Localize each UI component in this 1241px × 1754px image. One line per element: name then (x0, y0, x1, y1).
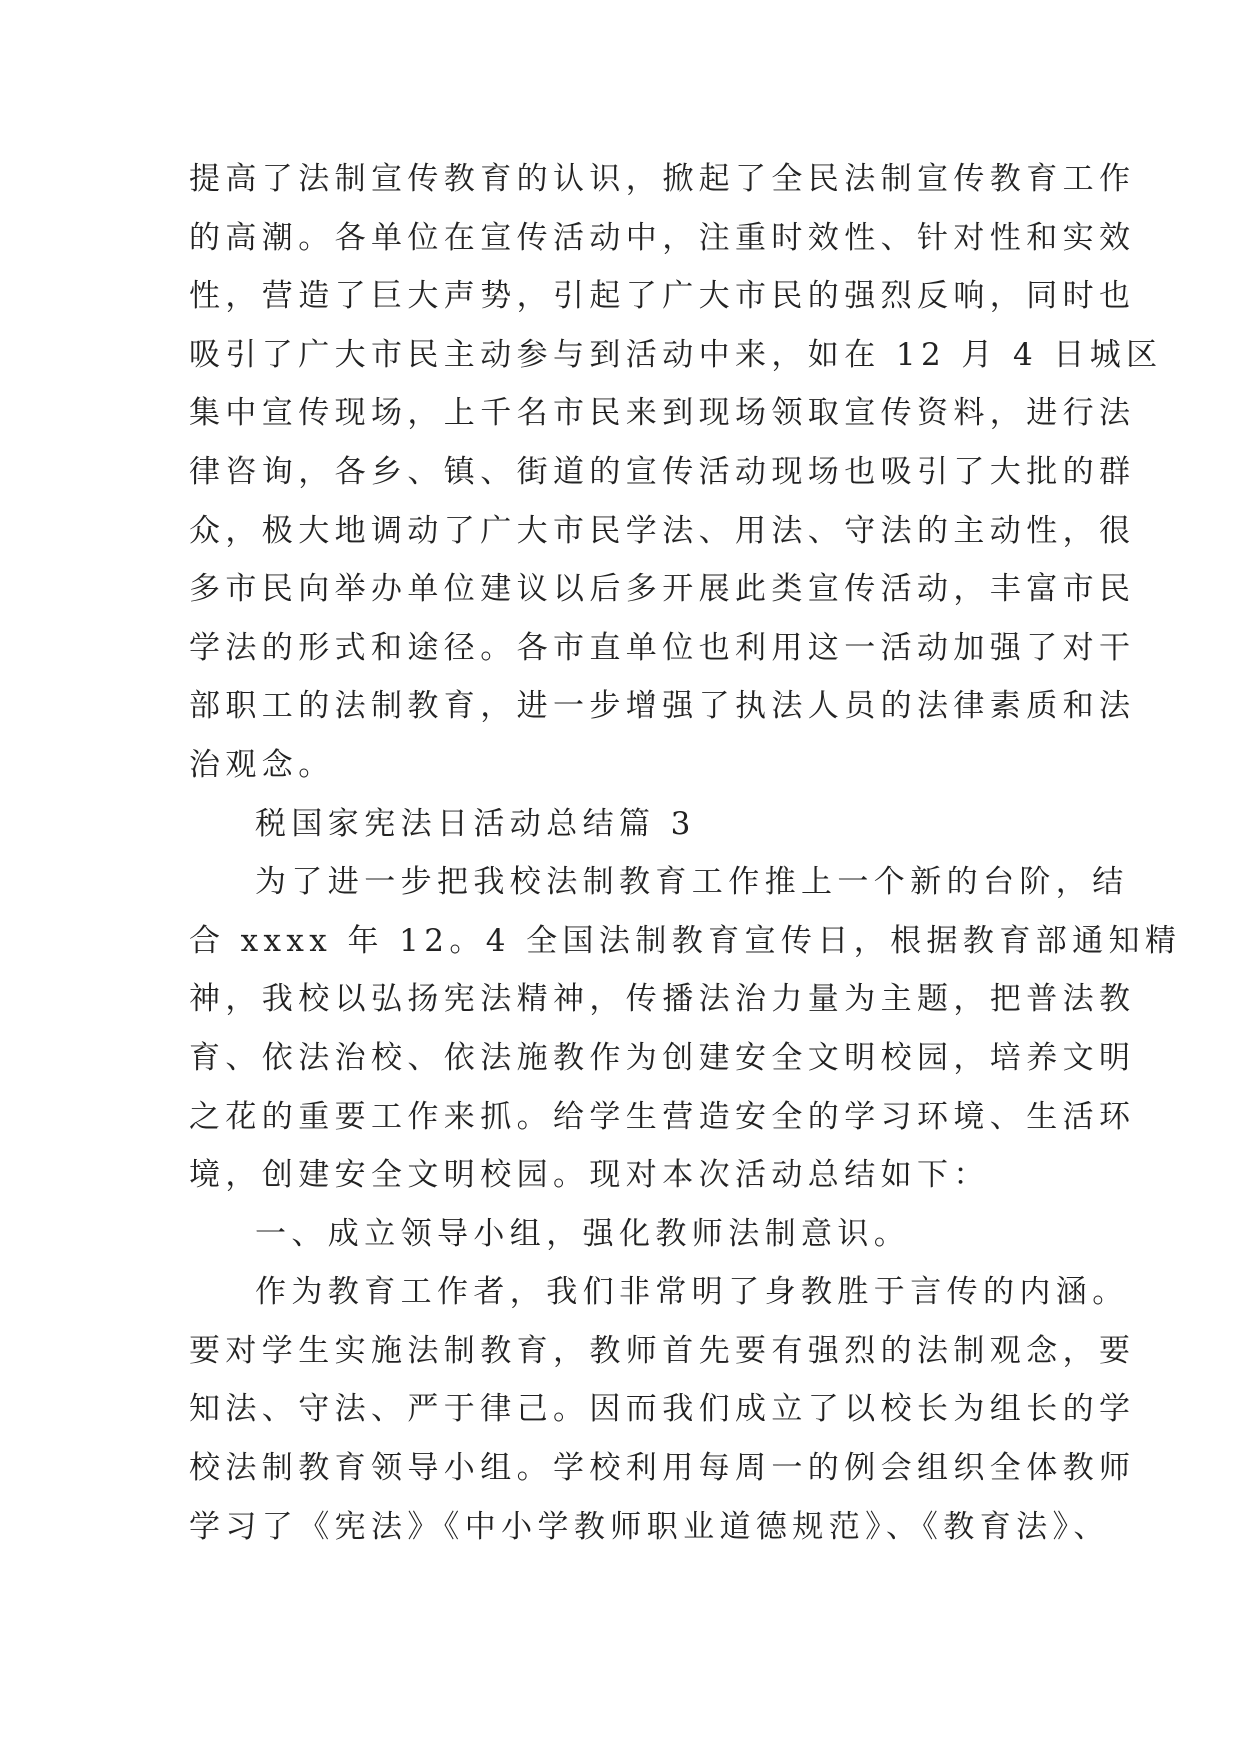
text-line: 神，我校以弘扬宪法精神，传播法治力量为主题，把普法教 (189, 981, 1136, 1018)
text-line: 治观念。 (189, 746, 335, 783)
text-line: 育、依法治校、依法施教作为创建安全文明校园，培养文明 (189, 1039, 1136, 1076)
text-line: 性，营造了巨大声势，引起了广大市民的强烈反响，同时也 (189, 278, 1136, 315)
text-line: 一、成立领导小组，强化教师法制意识。 (255, 1215, 911, 1252)
text-line: 多市民向举办单位建议以后多开展此类宣传活动，丰富市民 (189, 571, 1136, 608)
text-line: 众，极大地调动了广大市民学法、用法、守法的主动性，很 (189, 512, 1136, 549)
text-line: 吸引了广大市民主动参与到活动中来，如在 12 月 4 日城区 (189, 336, 1163, 373)
text-line: 知法、守法、严于律己。因而我们成立了以校长为组长的学 (189, 1391, 1136, 1428)
text-line: 学习了《宪法》《中小学教师职业道德规范》、《教育法》、 (189, 1508, 1110, 1545)
text-line: 部职工的法制教育，进一步增强了执法人员的法律素质和法 (189, 688, 1136, 725)
text-line: 校法制教育领导小组。学校利用每周一的例会组织全体教师 (189, 1450, 1136, 1487)
text-line: 集中宣传现场，上千名市民来到现场领取宣传资料，进行法 (189, 395, 1136, 432)
text-line: 提高了法制宣传教育的认识，掀起了全民法制宣传教育工作 (189, 161, 1136, 197)
text-line: 税国家宪法日活动总结篇 3 (255, 805, 696, 842)
text-line: 境，创建安全文明校园。现对本次活动总结如下： (189, 1157, 990, 1194)
text-line: 为了进一步把我校法制教育工作推上一个新的台阶，结 (255, 864, 1129, 901)
text-line: 学法的形式和途径。各市直单位也利用这一活动加强了对干 (189, 629, 1136, 666)
text-line: 律咨询，各乡、镇、街道的宣传活动现场也吸引了大批的群 (189, 453, 1136, 490)
text-line: 作为教育工作者，我们非常明了身教胜于言传的内涵。 (255, 1274, 1129, 1311)
document-body (189, 150, 1182, 1556)
text-line: 要对学生实施法制教育，教师首先要有强烈的法制观念，要 (189, 1332, 1136, 1369)
text-line: 合 xxxx 年 12。4 全国法制教育宣传日，根据教育部通知精 (189, 922, 1182, 959)
text-line: 之花的重要工作来抓。给学生营造安全的学习环境、生活环 (189, 1098, 1136, 1135)
text-line: 的高潮。各单位在宣传活动中，注重时效性、针对性和实效 (189, 219, 1136, 256)
